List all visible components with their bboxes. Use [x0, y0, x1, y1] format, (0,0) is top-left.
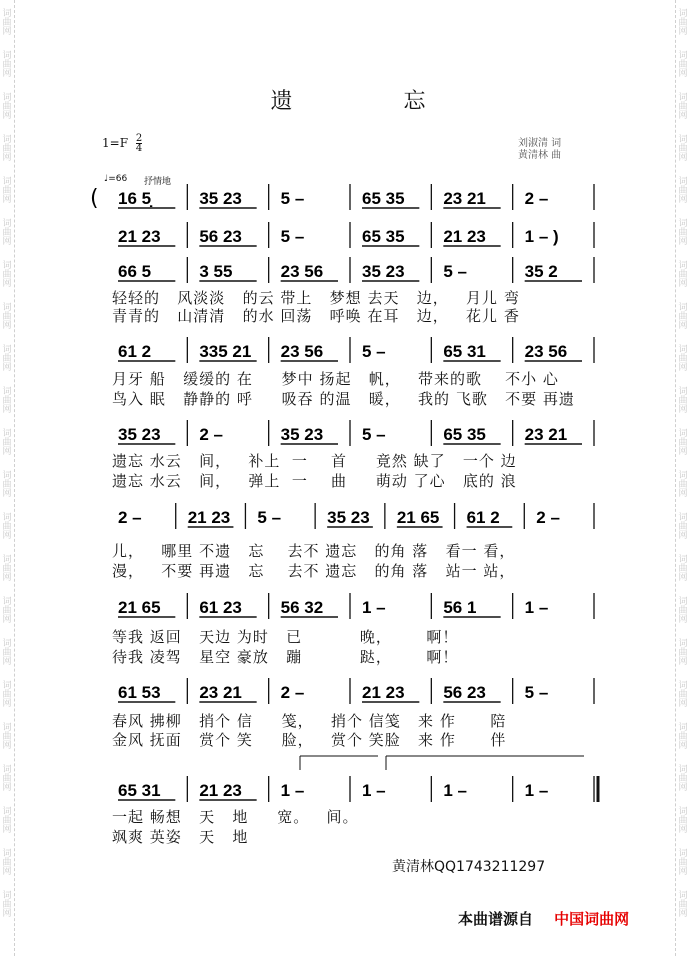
watermark-text: 词 曲 网	[2, 177, 12, 205]
lyric-line: 月牙 船 缓缓的 在 梦中 扬起 帆， 带来的歌 不小 心	[112, 370, 559, 388]
time-top: 2	[135, 133, 143, 144]
measure-notes: 65 35	[362, 227, 405, 246]
lyric-line: 一起 畅想 天 地 宽。 间。	[112, 808, 359, 826]
measure-notes: 35 23	[327, 508, 370, 527]
measure-notes: 65 31	[443, 342, 486, 361]
watermark-text: 词 曲 网	[678, 387, 688, 415]
watermark-text: 词 曲 网	[2, 723, 12, 751]
watermark-text: 词 曲 网	[678, 9, 688, 37]
tempo-mark: ♩=66	[104, 174, 128, 184]
lyric-line: 轻轻的 风淡淡 的云 带上 梦想 去天 边， 月儿 弯	[112, 289, 520, 307]
measure-notes: 61 2	[466, 508, 500, 527]
measure-notes: 35 23	[280, 425, 324, 444]
measure-notes: 23 21	[443, 189, 486, 208]
watermark-text: 词 曲 网	[678, 429, 688, 457]
watermark-text: 词 曲 网	[678, 93, 688, 121]
arranger-signature: 黄清林QQ1743211297	[392, 859, 546, 875]
measure-notes: 35 23	[199, 189, 242, 208]
key-label: 1=F	[102, 136, 129, 150]
song-title: 遗 忘	[270, 89, 428, 114]
watermark-text: 词 曲 网	[2, 219, 12, 247]
watermark-text: 词 曲 网	[2, 765, 12, 793]
lyricist-credit: 刘淑清 词	[518, 138, 562, 149]
watermark-text: 词 曲 网	[678, 849, 688, 877]
measure-notes: 21 65	[118, 598, 161, 617]
measure-notes: 3 55	[199, 262, 233, 281]
watermark-text: 词 曲 网	[678, 471, 688, 499]
watermark-text: 词 曲 网	[678, 723, 688, 751]
lyric-line: 等我 返回 天边 为时 已 晚， 啊！	[112, 628, 459, 646]
watermark-text: 词 曲 网	[678, 597, 688, 625]
lyric-line: 遗忘 水云 间， 弹上 一 曲 萌动 了心 底的 浪	[112, 472, 517, 490]
composer-credit: 黄清林 曲	[518, 150, 562, 161]
watermark-text: 词 曲 网	[2, 261, 12, 289]
watermark-text: 词 曲 网	[2, 387, 12, 415]
measure-notes: 1 –	[362, 781, 386, 800]
measure-notes: 23 56	[280, 262, 324, 281]
measure-notes: 21 65	[396, 508, 440, 527]
time-bottom: 4	[135, 143, 143, 154]
measure-notes: 21 23	[443, 227, 486, 246]
measure-notes: 16 5̣	[118, 189, 152, 208]
measure-notes: 56 23	[443, 683, 486, 702]
watermark-text: 词 曲 网	[2, 135, 12, 163]
lyric-line: 待我 凌驾 星空 豪放 蹦 跶， 啊！	[112, 648, 459, 666]
measure-notes: 65 31	[118, 781, 161, 800]
source-footer	[458, 908, 629, 929]
measure-notes: 1 –	[362, 598, 386, 617]
measure-notes: 5 –	[280, 227, 305, 246]
watermark-text: 词 曲 网	[678, 765, 688, 793]
measure-notes: 1 –	[443, 781, 467, 800]
lyric-line: 青青的 山清清 的水 回荡 呼唤 在耳 边， 花儿 香	[112, 307, 520, 325]
measure-notes: 61 23	[199, 598, 242, 617]
measure-notes: 21 23	[362, 683, 405, 702]
lyric-line: 儿， 哪里 不遗 忘 去不 遗忘 的角 落 看一 看，	[112, 542, 516, 560]
watermark-text: 词 曲 网	[678, 135, 688, 163]
watermark-text: 词 曲 网	[2, 93, 12, 121]
watermark-text: 词 曲 网	[2, 51, 12, 79]
watermark-text: 词 曲 网	[2, 555, 12, 583]
watermark-text: 词 曲 网	[2, 681, 12, 709]
measure-notes: 21 23	[187, 508, 231, 527]
measure-notes: 23 21	[524, 425, 568, 444]
measure-notes: 5 –	[280, 189, 305, 208]
lyric-line: 春风 拂柳 捎个 信 笺， 捎个 信笺 来 作 陪	[112, 712, 507, 730]
watermark-text: 词 曲 网	[678, 555, 688, 583]
watermark-text: 词 曲 网	[678, 261, 688, 289]
measure-notes: 56 23	[199, 227, 242, 246]
watermark-text: 词 曲 网	[2, 429, 12, 457]
lyric-line: 金风 抚面 赏个 笑 脸， 赏个 笑脸 来 作 伴	[112, 731, 507, 749]
measure-notes: 61 53	[118, 683, 161, 702]
lyric-line: 漫， 不要 再遗 忘 去不 遗忘 的角 落 站一 站，	[112, 562, 516, 580]
lyric-line: 遗忘 水云 间， 补上 一 首 竟然 缺了 一个 边	[112, 452, 517, 470]
measure-notes: 2 –	[118, 508, 142, 527]
measure-notes: 21 23	[118, 227, 161, 246]
source-site-link[interactable]: 中国词曲网	[554, 910, 630, 928]
measure-notes: 2 –	[524, 189, 549, 208]
watermark-text: 词 曲 网	[678, 219, 688, 247]
measure-notes: 65 35	[362, 189, 405, 208]
watermark-text: 词 曲 网	[678, 807, 688, 835]
measure-notes: 35 23	[118, 425, 161, 444]
watermark-text: 词 曲 网	[678, 639, 688, 667]
lyric-line: 鸟入 眠 静静的 呼 吸吞 的温 暖， 我的 飞歌 不要 再遗	[112, 390, 575, 408]
expression-mark: 抒情地	[144, 177, 172, 187]
watermark-text: 词 曲 网	[678, 513, 688, 541]
measure-notes: 66 5	[118, 262, 152, 281]
watermark-text: 词 曲 网	[2, 849, 12, 877]
measure-notes: 2 –	[199, 425, 223, 444]
watermark-text: 词 曲 网	[2, 891, 12, 919]
watermark-text: 词 曲 网	[678, 891, 688, 919]
measure-notes: 5 –	[524, 683, 549, 702]
watermark-text: 词 曲 网	[2, 639, 12, 667]
watermark-text: 词 曲 网	[2, 303, 12, 331]
watermark-text: 词 曲 网	[2, 597, 12, 625]
measure-notes: 2 –	[536, 508, 560, 527]
watermark-text: 词 曲 网	[2, 471, 12, 499]
measure-notes: 5 –	[362, 342, 386, 361]
measure-notes: 21 23	[199, 781, 242, 800]
measure-notes: 5 –	[257, 508, 282, 527]
watermark-text: 词 曲 网	[678, 177, 688, 205]
watermark-text: 词 曲 网	[678, 345, 688, 373]
measure-notes: 56 32	[280, 598, 324, 617]
measure-notes: 335 21	[199, 342, 252, 361]
measure-notes: 65 35	[443, 425, 486, 444]
paren-open: (	[90, 186, 99, 211]
measure-notes: 1 – )	[524, 227, 559, 246]
measure-notes: 35 23	[362, 262, 405, 281]
watermark-text: 词 曲 网	[678, 681, 688, 709]
watermark-text: 词 曲 网	[678, 303, 688, 331]
measure-notes: 61 2	[118, 342, 152, 361]
watermark-text: 词 曲 网	[678, 51, 688, 79]
measure-notes: 35 2	[524, 262, 558, 281]
measure-notes: 1 –	[524, 598, 549, 617]
measure-notes: 5 –	[443, 262, 467, 281]
measure-notes: 2 –	[280, 683, 305, 702]
measure-notes: 1 –	[524, 781, 549, 800]
measure-notes: 5 –	[362, 425, 386, 444]
lyric-line: 飒爽 英姿 天 地	[112, 828, 249, 846]
watermark-text: 词 曲 网	[2, 9, 12, 37]
watermark-text: 词 曲 网	[2, 807, 12, 835]
measure-notes: 1 –	[280, 781, 305, 800]
measure-notes: 23 56	[524, 342, 568, 361]
watermark-text: 词 曲 网	[2, 513, 12, 541]
watermark-text: 词 曲 网	[2, 345, 12, 373]
source-label: 本曲谱源自	[458, 910, 534, 928]
measure-notes: 23 56	[280, 342, 324, 361]
measure-notes: 56 1	[443, 598, 477, 617]
measure-notes: 23 21	[199, 683, 242, 702]
